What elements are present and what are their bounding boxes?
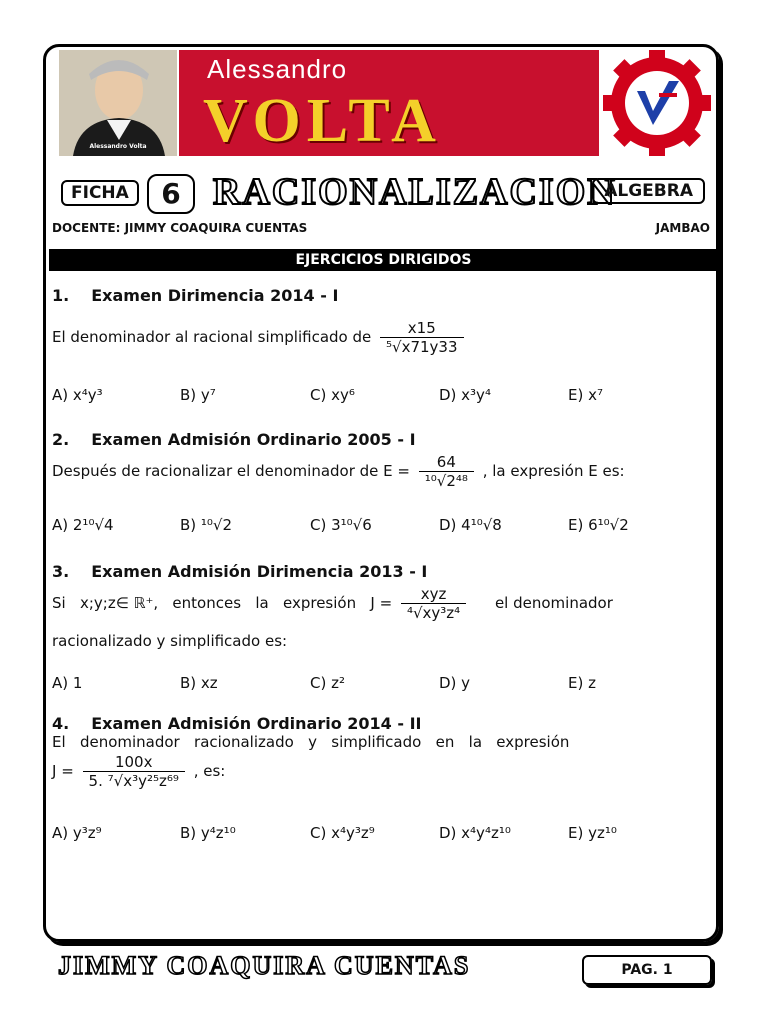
fraction: [83, 753, 185, 790]
option-e: E) z: [568, 674, 596, 692]
option-d: D) x⁴y⁴z¹⁰: [439, 824, 511, 842]
page-number: PAG. 1: [582, 955, 712, 985]
fraction: [401, 585, 466, 622]
header-banner: [51, 48, 713, 158]
option-d: D) 4¹⁰√8: [439, 516, 502, 534]
question-2: [52, 430, 716, 534]
question-text: El denominador al racional simplificado de: [52, 328, 372, 346]
fraction-denominator: 5. ⁷√x³y²⁵z⁶⁹: [88, 772, 179, 790]
question-3: [52, 562, 716, 692]
option-e: E) yz¹⁰: [568, 824, 617, 842]
question-text: Después de racionalizar el denominador de E =: [52, 462, 410, 480]
question-text-end: , la expresión E es:: [482, 462, 625, 480]
option-a: A) 2¹⁰√4: [52, 516, 114, 534]
brand-title: VOLTA: [203, 87, 442, 155]
gear-logo-icon: [603, 50, 711, 156]
option-a: A) x⁴y³: [52, 386, 103, 404]
option-c: C) x⁴y³z⁹: [310, 824, 375, 842]
question-1: [52, 286, 716, 404]
fraction-denominator: ⁵√x71y33: [386, 338, 458, 356]
fraction: [380, 319, 464, 356]
fraction-denominator: ⁴√xy³z⁴: [406, 604, 461, 622]
fraction-denominator: ¹⁰√2⁴⁸: [424, 472, 468, 490]
question-4: [52, 714, 716, 842]
option-b: B) y⁷: [180, 386, 216, 404]
teacher-name: DOCENTE: JIMMY COAQUIRA CUENTAS: [52, 221, 308, 235]
footer-author: JIMMY COAQUIRA CUENTAS: [58, 951, 471, 980]
portrait-caption: Alessandro Volta: [89, 143, 147, 150]
section-header: EJERCICIOS DIRIGIDOS: [49, 249, 718, 271]
option-c: C) xy⁶: [310, 386, 355, 404]
option-e: E) 6¹⁰√2: [568, 516, 629, 534]
option-e: E) x⁷: [568, 386, 603, 404]
option-b: B) y⁴z¹⁰: [180, 824, 236, 842]
question-number: 3.: [52, 562, 70, 581]
option-d: D) x³y⁴: [439, 386, 491, 404]
fraction: [419, 453, 474, 490]
fraction-numerator: xyz: [401, 585, 466, 604]
title-row: [55, 171, 711, 214]
ficha-number: 6: [147, 174, 195, 214]
question-title: Examen Admisión Ordinario 2014 - II: [91, 714, 422, 733]
question-text-end: , es:: [193, 762, 226, 780]
question-number: 2.: [52, 430, 70, 449]
question-title: Examen Admisión Ordinario 2005 - I: [91, 430, 416, 449]
option-d: D) y: [439, 674, 471, 692]
option-a: A) y³z⁹: [52, 824, 102, 842]
expression-prefix: J =: [52, 762, 74, 780]
question-text-line2: racionalizado y simplificado es:: [52, 632, 288, 650]
brand-subtitle: Alessandro: [207, 54, 348, 84]
question-title: Examen Dirimencia 2014 - I: [91, 286, 339, 305]
question-title: Examen Admisión Dirimencia 2013 - I: [91, 562, 428, 581]
location-name: JAMBAO: [655, 221, 710, 235]
question-number: 4.: [52, 714, 70, 733]
fraction-numerator: 64: [419, 453, 474, 472]
portrait-image: [59, 50, 177, 156]
question-text: Si x;y;z∈ ℝ⁺, entonces la expresión J =: [52, 594, 393, 612]
question-number: 1.: [52, 286, 70, 305]
brand-panel: [179, 50, 599, 156]
option-b: B) ¹⁰√2: [180, 516, 233, 534]
fraction-numerator: 100x: [83, 753, 185, 772]
page-title: RACIONALIZACION: [213, 171, 617, 213]
option-c: C) 3¹⁰√6: [310, 516, 372, 534]
option-c: C) z²: [310, 674, 345, 692]
question-text: El denominador racionalizado y simplificado en la expresión: [52, 733, 570, 751]
question-text-end: el denominador: [494, 594, 613, 612]
ficha-label: FICHA: [61, 180, 139, 206]
fraction-numerator: x15: [380, 319, 464, 338]
option-b: B) xz: [180, 674, 218, 692]
subject-label: ALGEBRA: [592, 178, 705, 204]
option-a: A) 1: [52, 674, 83, 692]
